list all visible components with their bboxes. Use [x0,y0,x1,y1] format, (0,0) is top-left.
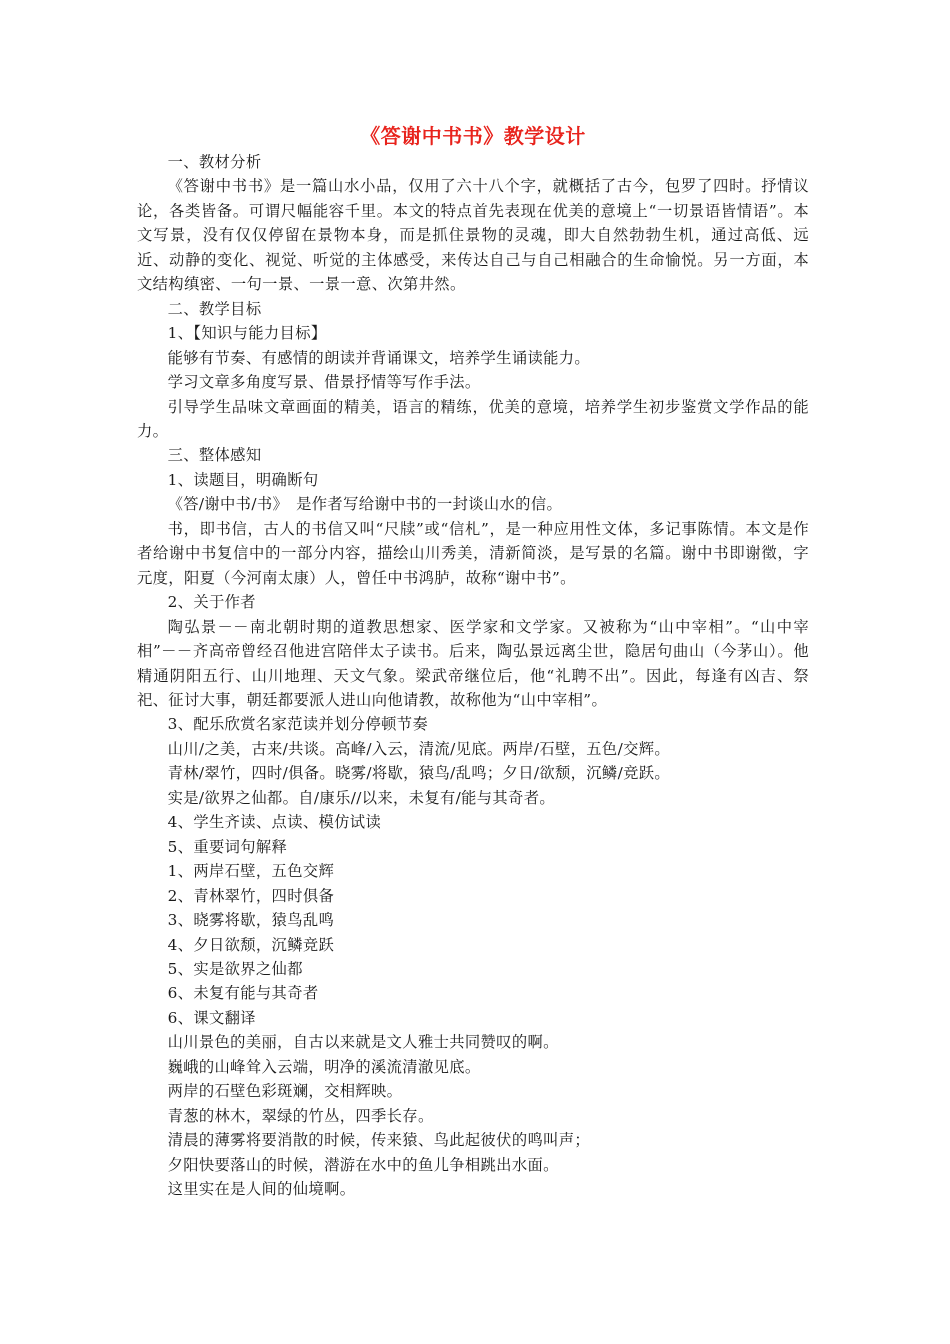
paragraph: 青葱的林木，翠绿的竹丛，四季长存。 [167,1106,434,1125]
paragraph: 5、重要词句解释 [167,837,288,856]
paragraph: 4、学生齐读、点读、模仿试读 [167,813,382,832]
paragraph: 二、教学目标 [167,299,262,318]
paragraph: 6、未复有能与其奇者 [167,984,319,1003]
paragraph: 引导学生品味文章画面的精美，语言的精练，优美的意境，培养学生初步鉴赏文学作品的能力。 [137,397,809,440]
paragraph: 实是/欲界之仙都。自/康乐//以来，未复有/能与其奇者。 [167,788,555,807]
paragraph: 巍峨的山峰耸入云端，明净的溪流清澈见底。 [167,1057,481,1076]
document-title: 《答谢中书书》教学设计 [360,124,586,148]
paragraph: 书，即书信，古人的书信又叫“尺牍”或“信札”，是一种应用性文体，多记事陈情。本文是作者给谢中书复信中的一部分内容，描绘山川秀美，清新简淡，是写景的名篇。谢中书即谢徵，字元度，阳夏（今河南太康）人，曾任中书鸿胪，故称“谢中书”。 [137,519,809,587]
paragraph: 学习文章多角度写景、借景抒情等写作手法。 [167,373,481,392]
paragraph: 一、教材分析 [167,153,262,171]
paragraph: 2、青林翠竹，四时俱备 [167,886,335,905]
paragraph: 青林/翠竹，四时/俱备。晓雾/将歇，猿鸟/乱鸣；夕日/欲颓，沉鳞/竞跃。 [167,764,671,783]
paragraph: 2、关于作者 [167,593,256,612]
paragraph: 夕阳快要落山的时候，潜游在水中的鱼儿争相跳出水面。 [167,1155,559,1174]
paragraph: 山川景色的美丽，自古以来就是文人雅士共同赞叹的啊。 [167,1033,559,1052]
paragraph: 1、两岸石壁，五色交辉 [167,862,335,881]
paragraph: 这里实在是人间的仙境啊。 [167,1180,356,1199]
paragraph: 三、整体感知 [167,446,262,465]
paragraph: 能够有节奏、有感情的朗读并背诵课文，培养学生诵读能力。 [167,348,591,367]
paragraph: 清晨的薄雾将要消散的时候，传来猿、鸟此起彼伏的鸣叫声； [167,1131,591,1150]
paragraph: 6、课文翻译 [167,1008,256,1027]
paragraph: 1、读题目，明确断句 [167,470,319,489]
paragraph: 山川/之美，古来/共谈。高峰/入云，清流/见底。两岸/石壁，五色/交辉。 [167,739,671,758]
paragraph: 3、晓雾将歇，猿鸟乱鸣 [167,911,335,930]
paragraph: 3、配乐欣赏名家范读并划分停顿节奏 [167,715,429,734]
paragraph: 1、【知识与能力目标】 [167,324,327,343]
document-body [137,150,809,1201]
paragraph: 两岸的石壁色彩斑斓，交相辉映。 [167,1082,403,1101]
paragraph: 4、夕日欲颓，沉鳞竞跃 [167,935,335,954]
paragraph: 陶弘景－－南北朝时期的道教思想家、医学家和文学家。又被称为“山中宰相”。“山中宰相”－－齐高帝曾经召他进宫陪伴太子读书。后来，陶弘景远离尘世，隐居句曲山（今茅山）。他精通阴阳五行、山川地理、天文气象。梁武帝继位后，他“礼聘不出”。因此，每逢有凶吉、祭祀、征讨大事，朝廷都要派人进山向他请教，故称他为“山中宰相”。 [137,617,809,709]
paragraph: 《答/谢中书/书》 是作者写给谢中书的一封谈山水的信。 [167,495,563,514]
document-page [137,122,809,1201]
paragraph: 5、实是欲界之仙都 [167,959,303,978]
paragraph: 《答谢中书书》是一篇山水小品，仅用了六十八个字，就概括了古今，包罗了四时。抒情议论，各类皆备。可谓尺幅能容千里。本文的特点首先表现在优美的意境上“一切景语皆情语”。本文写景，没有仅仅停留在景物本身，而是抓住景物的灵魂，即大自然勃勃生机，通过高低、远近、动静的变化、视觉、听觉的主体感受，来传达自己与自己相融合的生命愉悦。另一方面，本文结构缜密、一句一景、一景一意、次第井然。 [137,177,809,294]
